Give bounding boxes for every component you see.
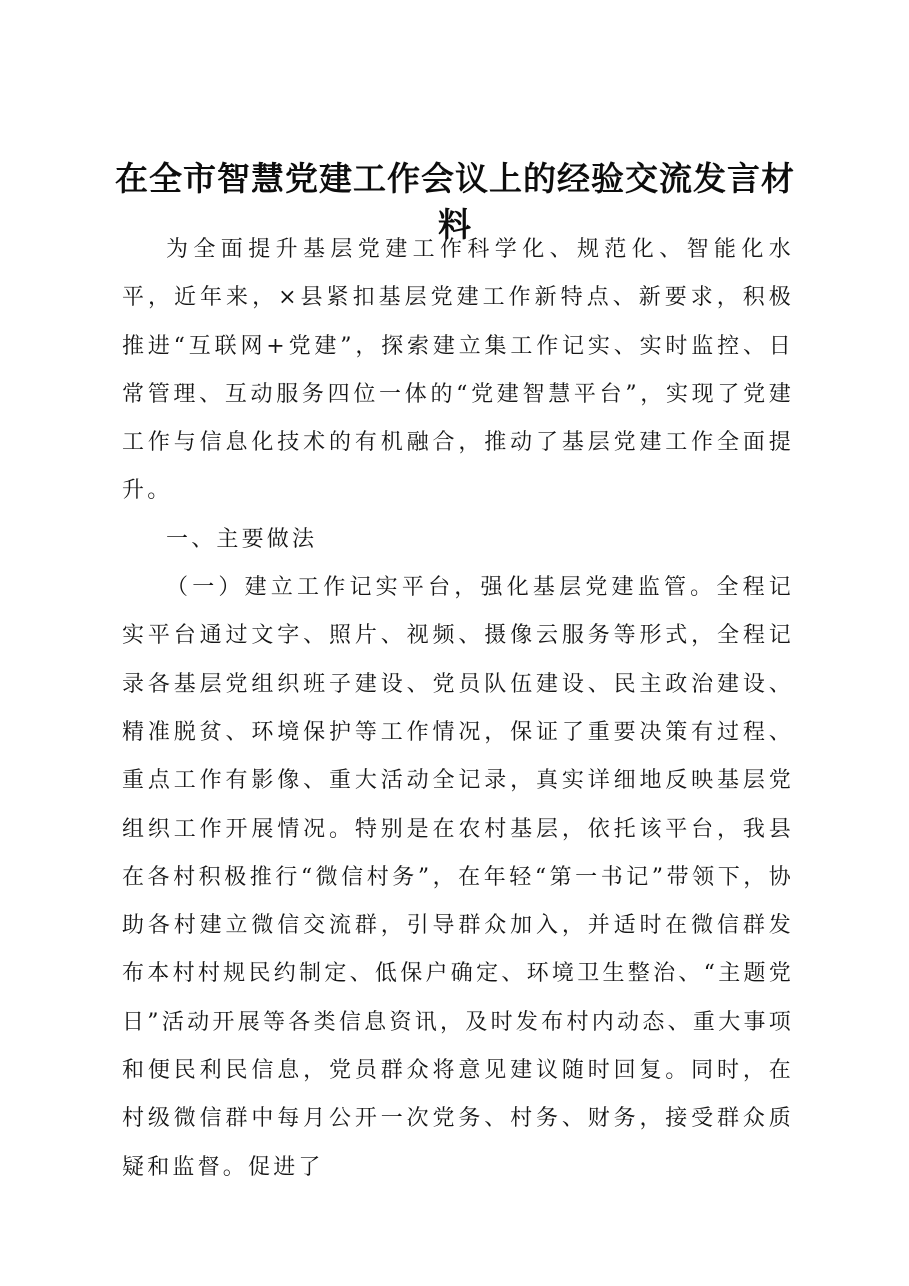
document-body xyxy=(122,226,794,1192)
document-title: 在全市智慧党建工作会议上的经验交流发言材料 xyxy=(115,159,795,244)
paragraph-intro: 为全面提升基层党建工作科学化、规范化、智能化水平，近年来，×县紧扣基层党建工作新特点、新要求，积极推进“互联网+党建”，探索建立集工作记实、实时监控、日常管理、互动服务四位一体的“党建智慧平台”，实现了党建工作与信息化技术的有机融合，推动了基层党建工作全面提升。 xyxy=(122,237,794,504)
section-heading-main-practices: 一、主要做法 xyxy=(166,526,318,552)
paragraph-work-record-platform: （一）建立工作记实平台，强化基层党建监管。全程记实平台通过文字、照片、视频、摄像云服务等形式，全程记录各基层党组织班子建设、党员队伍建设、民主政治建设、精准脱贫、环境保护等工作情况，保证了重要决策有过程、重点工作有影像、重大活动全记录，真实详细地反映基层党组织工作开展情况。特别是在农村基层，依托该平台，我县在各村积极推行“微信村务”，在年轻“第一书记”带领下，协助各村建立微信交流群，引导群众加入，并适时在微信群发布本村村规民约制定、低保户确定、环境卫生整治、“主题党日”活动开展等各类信息资讯，及时发布村内动态、重大事项和便民利民信息，党员群众将意见建议随时回复。同时，在村级微信群中每月公开一次党务、村务、财务，接受群众质疑和监督。促进了 xyxy=(122,575,794,1180)
